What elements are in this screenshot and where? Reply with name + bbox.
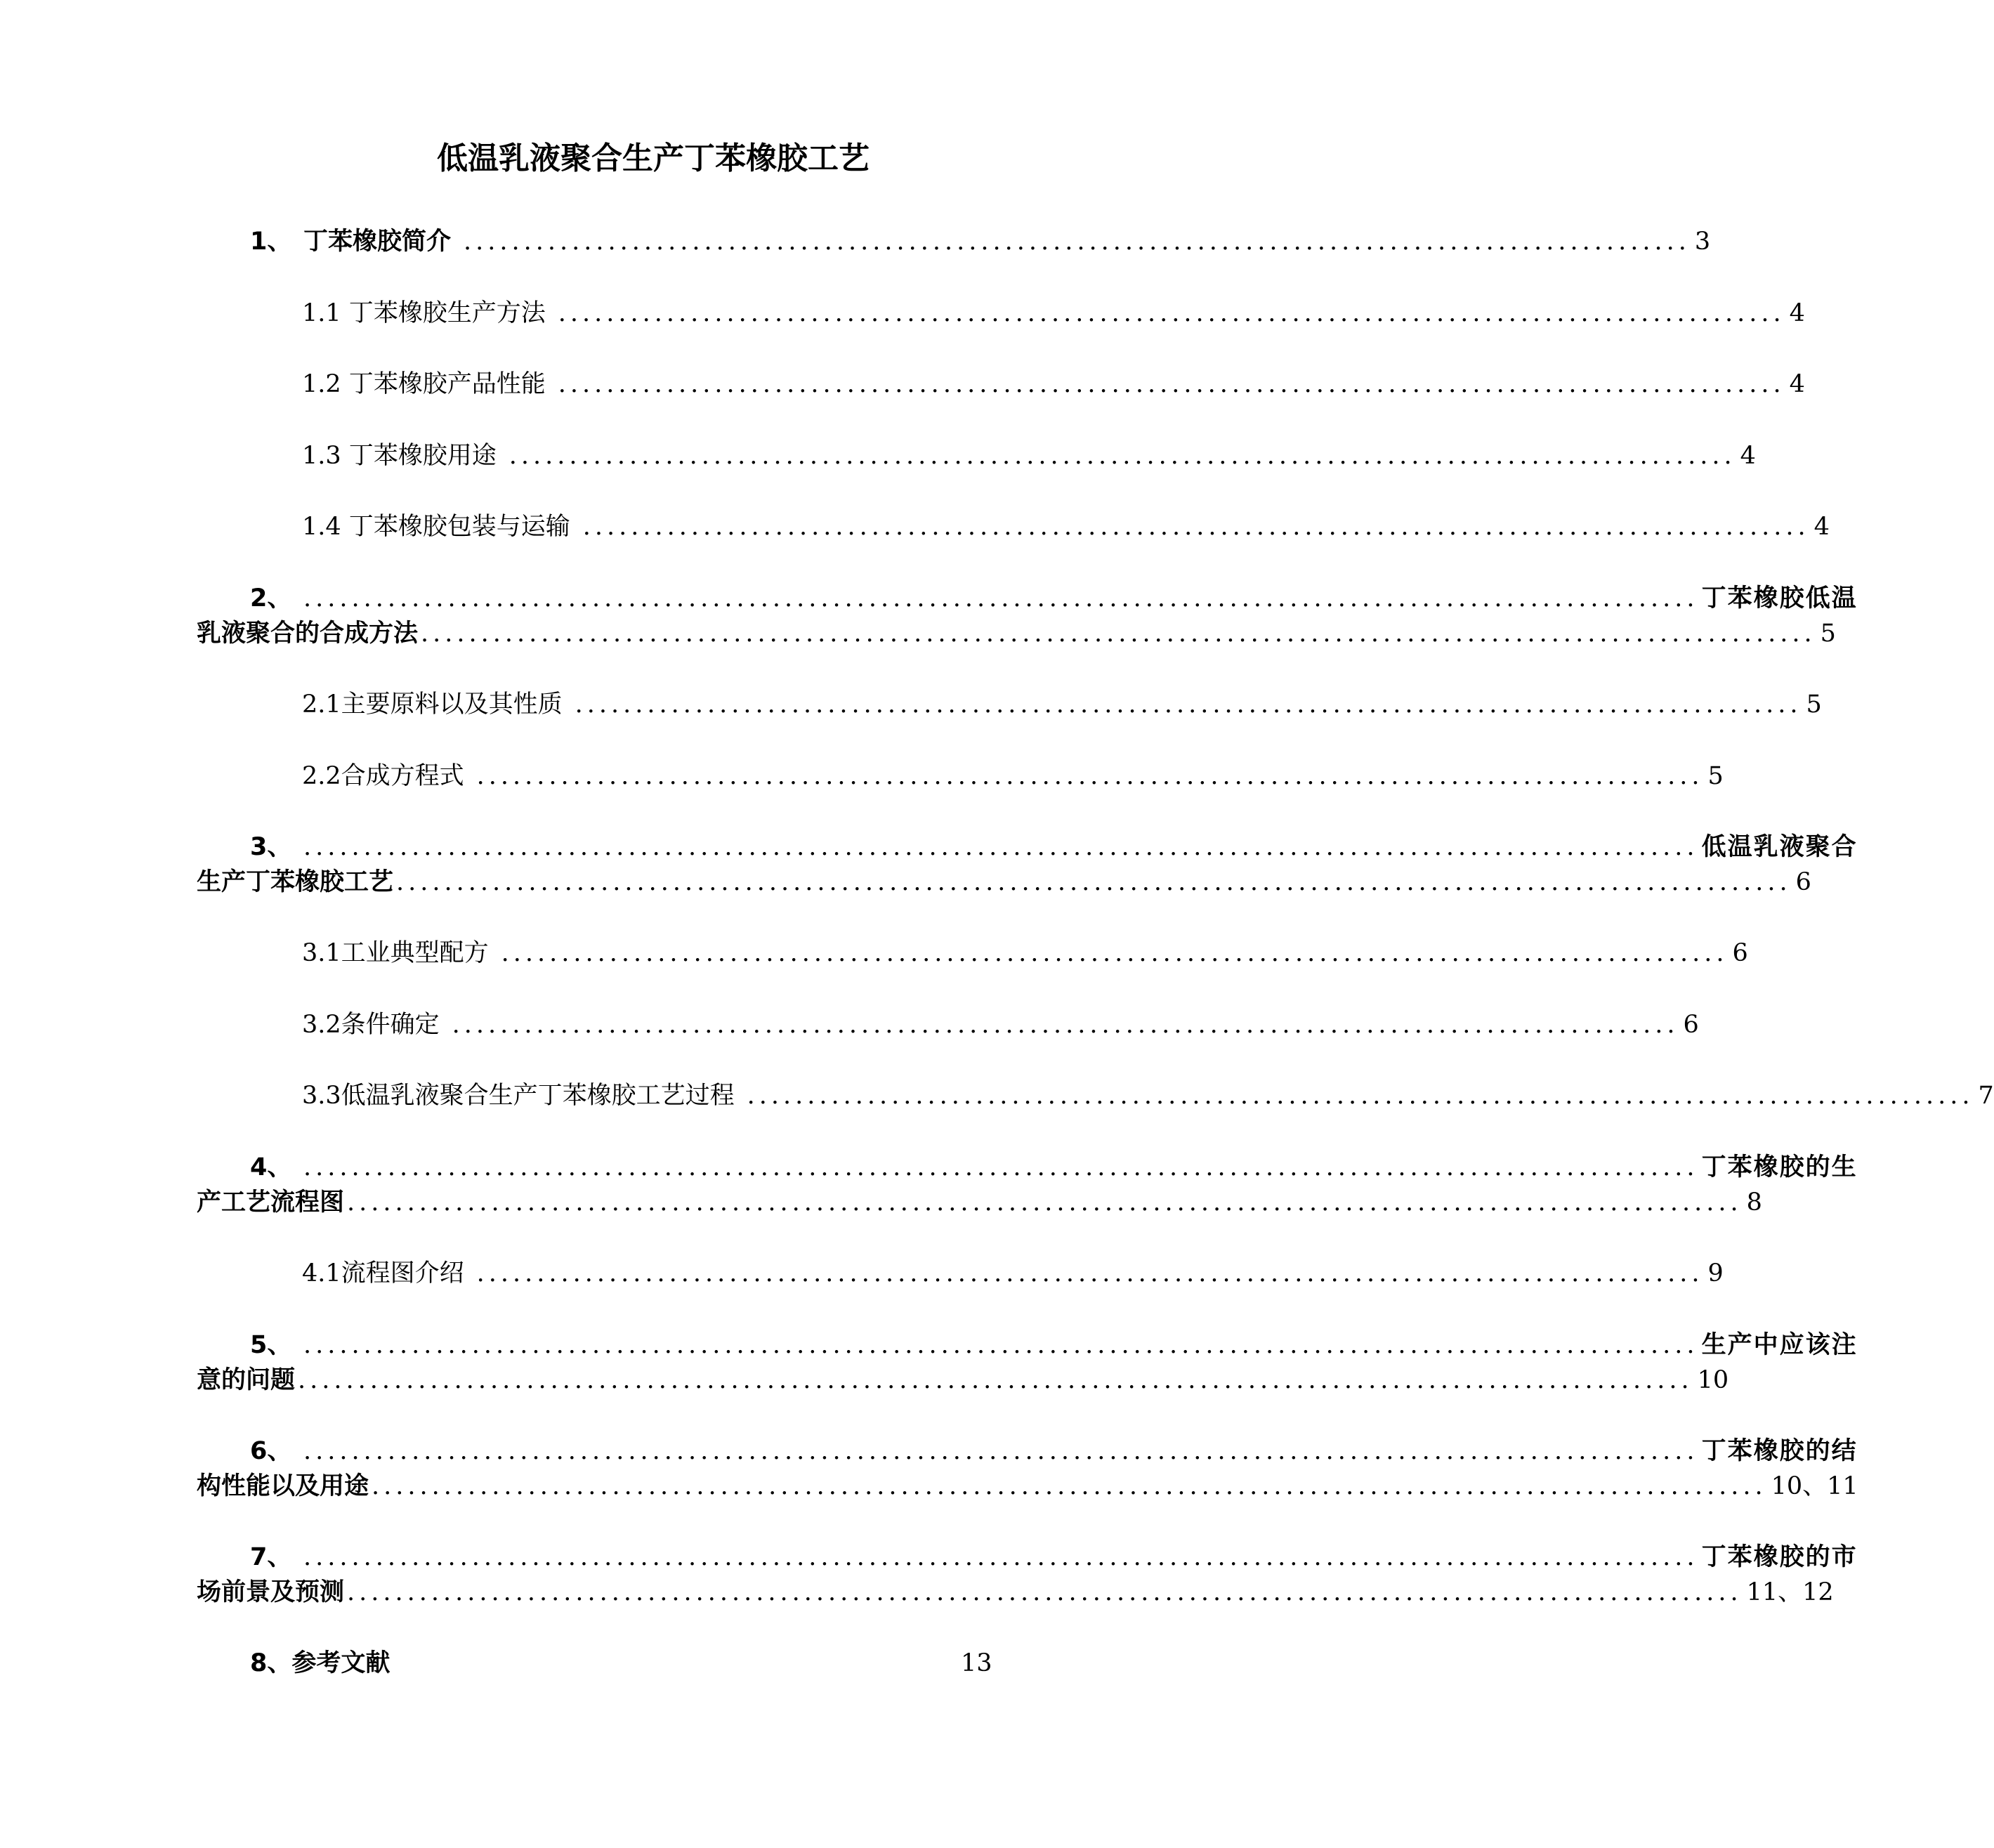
toc-label: 丁苯橡胶低温	[1701, 584, 1858, 612]
toc-label: 2.1主要原料以及其性质	[302, 690, 563, 719]
toc-page: 9	[1707, 1259, 1724, 1287]
toc-number: 5、	[250, 1331, 292, 1359]
toc-leader: ......................................................................................................	[558, 299, 1785, 327]
toc-leader: ....................................................................................................................	[347, 1188, 1743, 1217]
toc-leader: ......................................................................................................	[476, 762, 1704, 790]
toc-leader: ......................................................................................................	[501, 939, 1729, 967]
toc-label: 1.4 丁苯橡胶包装与运输	[302, 513, 570, 541]
toc-page: 5	[1820, 620, 1836, 648]
toc-number: 8、	[250, 1649, 292, 1677]
toc-label: 4.1流程图介绍	[302, 1259, 464, 1287]
toc-entry-2-2[interactable]	[302, 761, 1724, 792]
toc-entry-3-3[interactable]	[302, 1080, 1994, 1111]
toc-leader: ....................................................................................................................	[303, 1543, 1699, 1571]
toc-entry-8[interactable]	[250, 1648, 1023, 1679]
toc-entry-1-2[interactable]	[302, 369, 1805, 400]
toc-page: 4	[1813, 513, 1830, 541]
toc-leader: ....................................................................................................................	[303, 1153, 1699, 1181]
toc-entry-2[interactable]	[250, 583, 1858, 614]
toc-page: 11、12	[1746, 1578, 1834, 1606]
toc-number: 7、	[250, 1543, 292, 1571]
toc-number: 1、	[250, 228, 292, 256]
toc-entry-7[interactable]	[250, 1542, 1858, 1573]
toc-entry-4-1[interactable]	[302, 1258, 1724, 1289]
toc-number: 3、	[250, 833, 292, 861]
toc-entry-5[interactable]	[250, 1330, 1858, 1361]
toc-page: 8	[1746, 1188, 1762, 1217]
toc-entry-3-2[interactable]	[302, 1009, 1699, 1040]
toc-number: 4、	[250, 1153, 292, 1181]
toc-entry-5-continued[interactable]	[197, 1365, 1729, 1396]
toc-entry-1-3[interactable]	[302, 440, 1756, 471]
toc-label: 2.2合成方程式	[302, 762, 464, 790]
toc-entry-6[interactable]	[250, 1436, 1858, 1467]
toc-label-continued: 产工艺流程图	[197, 1188, 345, 1217]
toc-label: 丁苯橡胶的市	[1701, 1543, 1858, 1571]
toc-label: 丁苯橡胶简介	[303, 228, 452, 256]
toc-page: 4	[1789, 299, 1805, 327]
toc-entry-4[interactable]	[250, 1152, 1858, 1183]
toc-leader: ....................................................................................................................	[298, 1366, 1693, 1394]
toc-leader: ......................................................................................................	[509, 442, 1736, 470]
toc-label: 1.3 丁苯橡胶用途	[302, 442, 497, 470]
toc-page: 6	[1732, 939, 1748, 967]
toc-label-continued: 乳液聚合的合成方法	[197, 620, 419, 648]
toc-page: 6	[1683, 1011, 1699, 1039]
toc-leader: ......................................................................................................	[558, 370, 1785, 398]
toc-label-continued: 场前景及预测	[197, 1578, 345, 1606]
toc-entry-1-4[interactable]	[302, 511, 1830, 542]
toc-label-continued: 意的问题	[197, 1366, 296, 1394]
toc-number: 6、	[250, 1437, 292, 1465]
toc-page: 13	[961, 1649, 992, 1677]
toc-page: 6	[1795, 868, 1811, 896]
toc-label-continued: 生产丁苯橡胶工艺	[197, 868, 394, 896]
toc-label: 丁苯橡胶的生	[1701, 1153, 1858, 1181]
toc-entry-3-continued[interactable]	[197, 867, 1811, 898]
toc-leader: ......................................................................................................	[464, 228, 1691, 256]
document-title: 低温乳液聚合生产丁苯橡胶工艺	[437, 140, 870, 176]
toc-label: 生产中应该注	[1701, 1331, 1858, 1359]
toc-label: 3.2条件确定	[302, 1011, 440, 1039]
toc-label: 3.1工业典型配方	[302, 939, 489, 967]
toc-entry-7-continued[interactable]	[197, 1577, 1834, 1608]
toc-page: 5	[1707, 762, 1724, 790]
toc-page: 5	[1806, 690, 1822, 719]
toc-leader: ....................................................................................................................	[303, 584, 1699, 612]
toc-entry-2-1[interactable]	[302, 689, 1822, 720]
toc-page: 10	[1697, 1366, 1729, 1394]
toc-leader: ......................................................................................................	[747, 1082, 1974, 1110]
toc-entry-1[interactable]	[250, 226, 1711, 257]
toc-leader: ......................................................................................................	[575, 690, 1802, 719]
toc-label: 1.2 丁苯橡胶产品性能	[302, 370, 546, 398]
toc-page: 10、11	[1771, 1472, 1858, 1500]
toc-leader: ....................................................................................................................	[396, 868, 1792, 896]
toc-leader: ....................................................................................................................	[303, 833, 1699, 861]
toc-label: 低温乳液聚合	[1701, 833, 1858, 861]
toc-page: 4	[1740, 442, 1756, 470]
toc-entry-1-1[interactable]	[302, 298, 1805, 329]
toc-label: 丁苯橡胶的结	[1701, 1437, 1858, 1465]
toc-label-continued: 构性能以及用途	[197, 1472, 369, 1500]
toc-number: 2、	[250, 584, 292, 612]
toc-entry-2-continued[interactable]	[197, 618, 1836, 649]
toc-leader: ....................................................................................................................	[372, 1472, 1767, 1500]
toc-leader: ....................................................................................................................	[347, 1578, 1743, 1606]
toc-entry-6-continued[interactable]	[197, 1471, 1858, 1502]
toc-leader: ....................................................................................................................	[421, 620, 1816, 648]
toc-entry-4-continued[interactable]	[197, 1187, 1762, 1218]
toc-label: 1.1 丁苯橡胶生产方法	[302, 299, 546, 327]
toc-entry-3-1[interactable]	[302, 938, 1748, 969]
toc-leader: ....................................................................................................................	[303, 1331, 1699, 1359]
toc-entry-3[interactable]	[250, 832, 1858, 863]
toc-leader: ......................................................................................................	[452, 1011, 1679, 1039]
toc-label: 3.3低温乳液聚合生产丁苯橡胶工艺过程	[302, 1082, 735, 1110]
toc-page: 3	[1694, 228, 1711, 256]
toc-label: 参考文献	[291, 1649, 391, 1677]
toc-leader: ......................................................................................................	[476, 1259, 1704, 1287]
toc-page: 7	[1978, 1082, 1994, 1110]
toc-page: 4	[1789, 370, 1805, 398]
toc-leader: ......................................................................................................	[582, 513, 1810, 541]
toc-leader: ....................................................................................................................	[303, 1437, 1699, 1465]
